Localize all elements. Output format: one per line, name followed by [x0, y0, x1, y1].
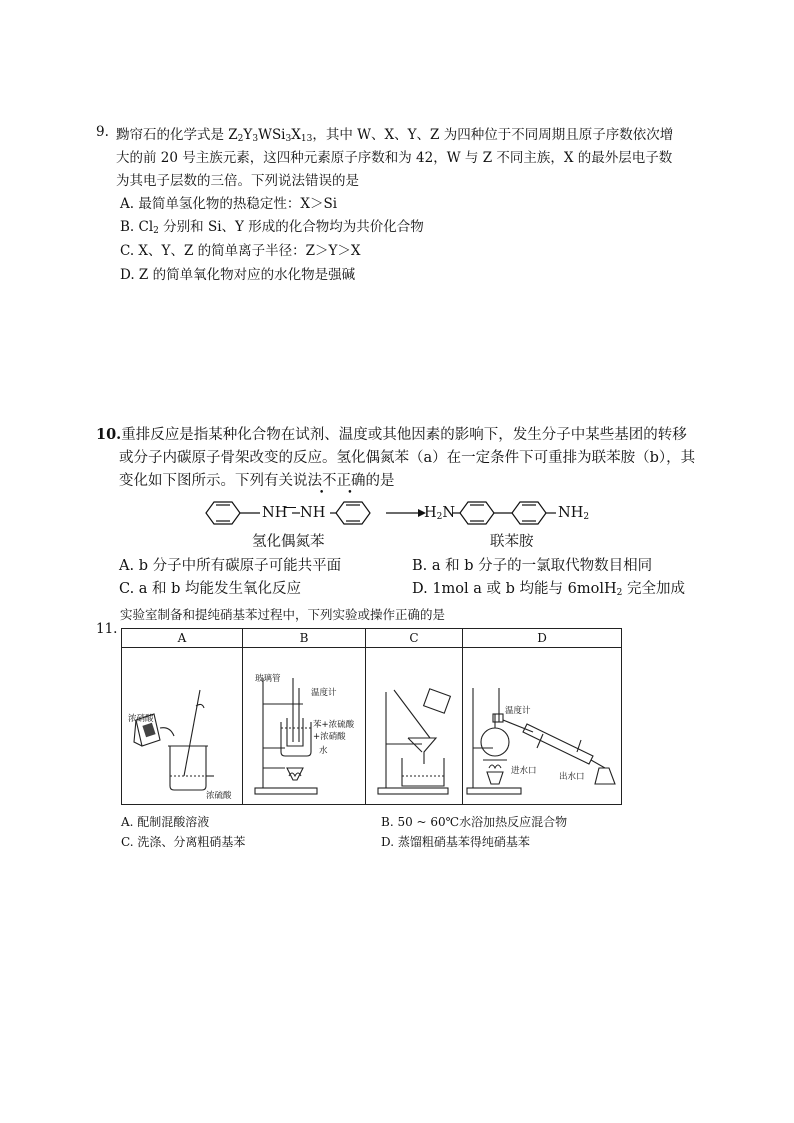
- q10-stem-line1: 10.重排反应是指某种化合物在试剂、温度或其他因素的影响下，发生分子中某些基团的转移: [96, 426, 687, 443]
- label-thermometer-b: 温度计: [311, 688, 337, 698]
- q9-stem-line3: 为其电子层数的三倍。下列说法错误的是: [116, 173, 359, 189]
- cell-c: [366, 648, 463, 805]
- reaction-arrow: [386, 509, 426, 517]
- label-thermometer-d: 温度计: [505, 706, 531, 716]
- q11-number: 11.: [96, 621, 118, 637]
- benzene-ring-4: [512, 502, 546, 524]
- apparatus-d-drawing: [463, 648, 621, 800]
- q9-option-b: B. $Cl_2$ 分别和 Si、Y 形成的化合物均为共价化合物: [120, 219, 424, 236]
- apparatus-header-row: [122, 629, 622, 648]
- compound-name-a: 氢化偶氮苯: [252, 534, 325, 550]
- apparatus-c-drawing: [366, 648, 462, 800]
- label-mixture-1: 苯+浓硫酸: [313, 720, 355, 730]
- header-d: D: [463, 629, 622, 648]
- label-conc-nitric-acid: 浓硝酸: [128, 714, 154, 724]
- compound-name-b: 联苯胺: [490, 534, 534, 550]
- q9-stem-line2: 大的前 20 号主族元素，这四种元素原子序数和为 42，W 与 Z 不同主族，X 的最外层电子数: [116, 150, 673, 166]
- reaction-scheme: [196, 494, 616, 532]
- nh-group-1: NH: [262, 505, 288, 521]
- q10-option-d: D. 1mol a 或 b 均能与 6molH$_2$ 完全加成: [412, 581, 685, 598]
- benzene-ring-1: [206, 502, 240, 524]
- q11-option-c: C. 洗涤、分离粗硝基苯: [121, 835, 246, 849]
- q10-number: 10.: [96, 426, 122, 443]
- header-c: C: [366, 629, 463, 648]
- amine-group-right: $NH_2$: [558, 505, 590, 522]
- cell-a: [122, 648, 243, 805]
- q10-option-b: B. a 和 b 分子的一氯取代物数目相同: [412, 558, 653, 574]
- q9-option-d: D. Z 的简单氧化物对应的水化物是强碱: [120, 267, 356, 283]
- label-mixture-2: +浓硝酸: [313, 732, 346, 742]
- q10-stem-line3: 变化如下图所示。下列有关说法不正确的是: [119, 473, 395, 489]
- label-water: 水: [319, 746, 328, 756]
- q11-stem: 实验室制备和提纯硝基苯过程中，下列实验或操作正确的是: [120, 607, 446, 622]
- label-water-inlet: 进水口: [511, 766, 537, 776]
- lone-pair-dots: • •: [319, 488, 353, 498]
- q9-option-a: A. 最简单氢化物的热稳定性：X＞Si: [120, 196, 338, 212]
- cell-b: [243, 648, 366, 805]
- benzene-ring-2: [336, 502, 370, 524]
- benzene-ring-3: [460, 502, 494, 524]
- header-a: A: [122, 629, 243, 648]
- header-b: B: [243, 629, 366, 648]
- nh-group-2: NH: [300, 505, 326, 521]
- q9-option-c: C. X、Y、Z 的简单离子半径：Z＞Y＞X: [120, 243, 361, 259]
- label-water-outlet: 出水口: [559, 772, 585, 782]
- q9-stem-line1: 黝帘石的化学式是 $Z_2Y_3WSi_3X_{13}$，其中 W、X、Y、Z 为四种位于不同周期且原子序数依次增: [116, 127, 674, 144]
- apparatus-a-drawing: [122, 648, 242, 800]
- q10-option-a: A. b 分子中所有碳原子可能共平面: [119, 558, 342, 574]
- q9-number: 9.: [96, 124, 109, 140]
- amine-group-left: $H_2N$: [424, 505, 456, 522]
- q9-line1: [96, 121, 109, 143]
- q10-stem-line2: 或分子内碳原子骨架改变的反应。氢化偶氮苯（a）在一定条件下可重排为联苯胺（b），其: [119, 450, 696, 466]
- label-conc-sulfuric-acid: 浓硫酸: [206, 791, 232, 801]
- q11-option-a: A. 配制混酸溶液: [121, 815, 210, 829]
- cell-d: [463, 648, 622, 805]
- label-glass-tube: 玻璃管: [255, 674, 281, 684]
- q10-option-c: C. a 和 b 均能发生氧化反应: [119, 581, 302, 597]
- q11-option-d: D. 蒸馏粗硝基苯得纯硝基苯: [381, 835, 530, 849]
- q11-option-b: B. 50 ~ 60℃水浴加热反应混合物: [381, 815, 568, 829]
- apparatus-table: [121, 628, 622, 805]
